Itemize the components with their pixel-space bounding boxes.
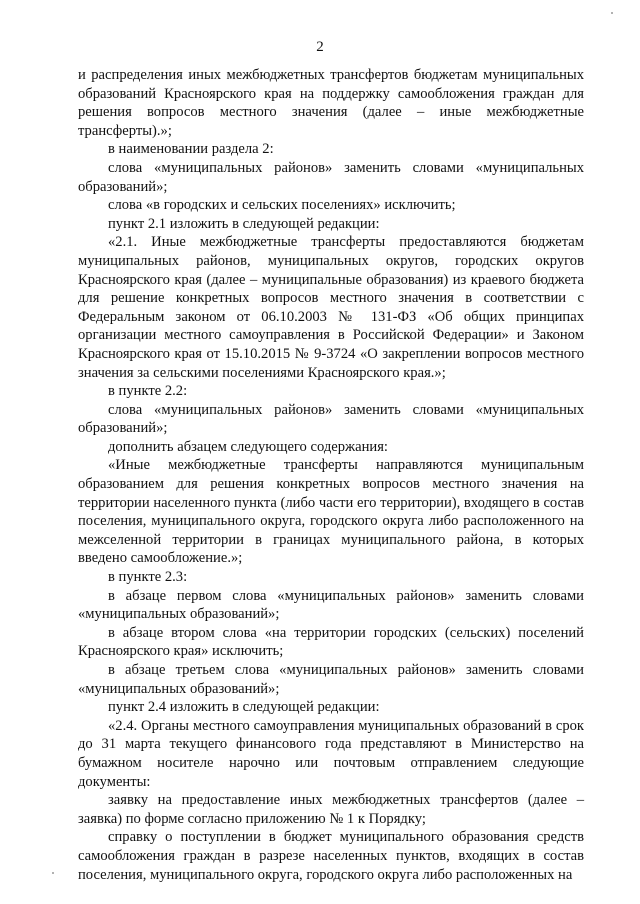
paragraph: пункт 2.4 изложить в следующей редакции:: [108, 699, 380, 716]
document-body: [78, 66, 584, 884]
scan-speck: [611, 12, 613, 14]
paragraph: в абзаце втором слова «на территории городских (сельских) поселений Красноярского края» исключить;: [78, 624, 584, 660]
paragraph: слова «в городских и сельских поселениях» исключить;: [108, 197, 456, 214]
paragraph: справку о поступлении в бюджет муниципального образования средств самообложения граждан в разрезе населенных пунктов, входящих в состав поселения, муниципального округа, городского округа либо расположенных на: [78, 829, 584, 883]
paragraph: слова «муниципальных районов» заменить словами «муниципальных образований»;: [78, 159, 584, 195]
paragraph: слова «муниципальных районов» заменить словами «муниципальных образований»;: [78, 401, 584, 437]
page-number: 2: [316, 39, 324, 55]
paragraph: пункт 2.1 изложить в следующей редакции:: [108, 215, 380, 232]
paragraph: заявку на предоставление иных межбюджетных трансфертов (далее – заявка) по форме согласно приложению № 1 к Порядку;: [78, 792, 584, 827]
paragraph: дополнить абзацем следующего содержания:: [108, 438, 388, 455]
scan-speck: [52, 872, 54, 874]
paragraph: «2.1. Иные межбюджетные трансферты предоставляются бюджетам муниципальных районов, муниципальных округов, городских округов Красноярского края (далее – муниципальные образования) из краевого бюджета для решение конкретных вопросов местного значения в соответствии с Федеральным законом от 06.10.2003 № 131-ФЗ «Об общих принципах организации местного самоуправления в Российской Федерации» и Законом Красноярского края от 15.10.2015 № 9-3724 «О закреплении вопросов местного значения за сельскими поселениями Красноярского края.»;: [78, 234, 584, 381]
paragraph: в пункте 2.3:: [108, 569, 188, 586]
paragraph: и распределения иных межбюджетных трансфертов бюджетам муниципальных образований Красноярского края на поддержку самообложения граждан для решения вопросов местного значения (далее – иные межбюджетные трансферты).»;: [78, 67, 584, 139]
paragraph: в абзаце третьем слова «муниципальных районов» заменить словами «муниципальных образований»;: [78, 662, 584, 697]
paragraph: в наименовании раздела 2:: [108, 141, 274, 158]
paragraph: «Иные межбюджетные трансферты направляются муниципальным образованием для решения конкретных вопросов местного значения на территории населенного пункта (либо части его территории), входящего в состав поселения, муниципального округа, городского округа либо расположенного на межселенной территории в границах муниципального района, в которых введено самообложение.»;: [78, 457, 584, 567]
paragraph: в пункте 2.2:: [108, 383, 188, 400]
paragraph: в абзаце первом слова «муниципальных районов» заменить словами «муниципальных образований»;: [78, 587, 584, 623]
paragraph: «2.4. Органы местного самоуправления муниципальных образований в срок до 31 марта текущего финансового года представляют в Министерство на бумажном носителе нарочно или почтовым отправлением следующие документы:: [78, 717, 584, 790]
